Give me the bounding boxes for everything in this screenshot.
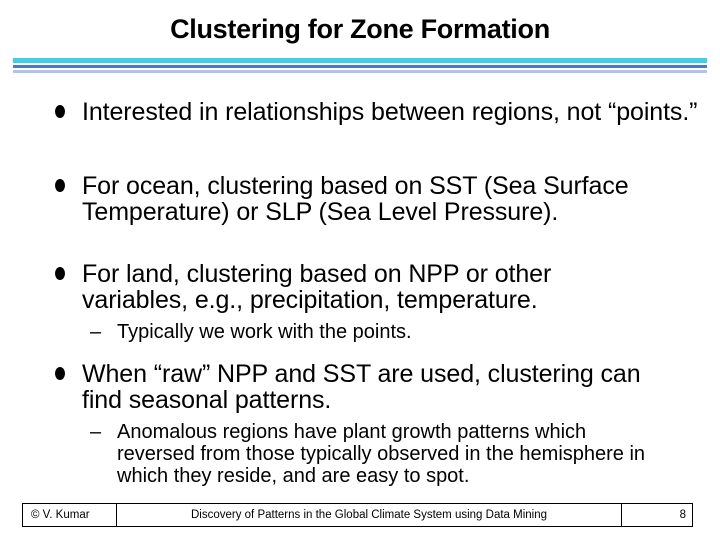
bullet-4-marker xyxy=(55,367,65,380)
sub-bullet-1-dash: – xyxy=(90,321,102,343)
footer-page-number: 8 xyxy=(679,509,686,521)
title-rule-blue xyxy=(13,65,707,68)
footer-bar xyxy=(22,503,693,527)
title-rule-cyan xyxy=(13,58,707,63)
bullet-3-text: For land, clustering based on NPP or other variables, e.g., precipitation, temperature. xyxy=(82,260,552,314)
sub-bullet-1-text: Typically we work with the points. xyxy=(117,321,412,343)
sub-bullet-2-text: Anomalous regions have plant growth patterns which reversed from those typically observed in the hemisphere in which they reside, and are easy to spot. xyxy=(117,421,646,487)
bullet-2-text: For ocean, clustering based on SST (Sea Surface Temperature) or SLP (Sea Level Pressure). xyxy=(82,172,629,226)
sub-bullet-2-dash: – xyxy=(90,421,102,443)
bullet-2-marker xyxy=(55,179,65,192)
footer-course-title: Discovery of Patterns in the Global Climate System using Data Mining xyxy=(190,509,547,521)
bullet-4-text: When “raw” NPP and SST are used, clustering can find seasonal patterns. xyxy=(82,360,641,414)
bullet-1-marker xyxy=(55,105,65,118)
bullet-1-text: Interested in relationships between regions, not “points.” xyxy=(82,98,698,126)
title-rule-light xyxy=(13,70,707,73)
footer-author: © V. Kumar xyxy=(31,509,90,521)
bullet-3-marker xyxy=(55,267,65,280)
slide-title: Clustering for Zone Formation xyxy=(170,14,550,44)
